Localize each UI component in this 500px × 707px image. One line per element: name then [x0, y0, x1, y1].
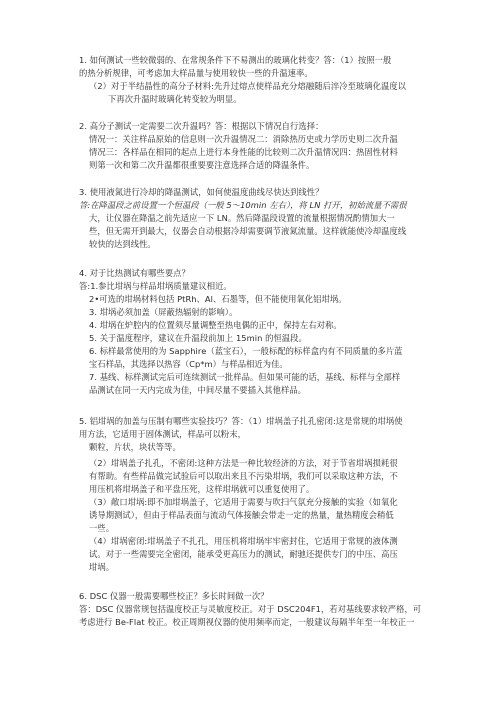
q4-line: 4. 坩埚在炉腔内的位置须尽量调整至热电偶的正中，保持左右对称。 — [89, 320, 342, 330]
q2-line: 则第一次和第二次升温都很重要要注意选择合适的降温条件。 — [89, 160, 315, 170]
q3-heading: 3. 使用液氮进行冷却的降温测试，如何使温度曲线尽快达到线性？ — [79, 187, 324, 197]
q5-line: （4）坩埚密闭:坩埚盖子不扎孔，用压机将坩埚牢牢密封住，它适用于常规的液体测 — [89, 536, 398, 546]
q5-line: 有帮助。有些样品做完试验后可以取出来且不污染坩埚，我们可以采取这种方法，不 — [89, 471, 398, 481]
q4-heading: 4. 对于比热测试有哪些要点？ — [79, 268, 190, 278]
q5-line: 一些。 — [89, 523, 115, 533]
q5-line: （2）坩埚盖子扎孔，不密闭:这种方法是一种比较经济的方法，对于节省坩埚损耗很 — [89, 458, 398, 468]
q4-line: 3. 坩埚必须加盖（屏蔽热辐射的影响）。 — [89, 307, 238, 317]
q3-line: 较快的达到线性。 — [89, 239, 156, 249]
q4-line: 5. 关于温度程序，建议在升温段前加上 15min 的恒温段。 — [89, 333, 307, 343]
q1-line: （2）对于半结晶性的高分子材料:先升过熔点使样品充分熔融随后淬冷至玻璃化温度以 — [89, 81, 407, 91]
q2-heading: 2. 高分子测试一定需要二次升温吗？答：根据以下情况自行选择： — [79, 121, 324, 131]
q5-heading: 5. 铝坩埚的加盖与压制有哪些实验技巧？答：（1）坩埚盖子扎孔密闭:这是常规的坩埚使 — [79, 416, 403, 426]
q1-line: 下再次升温时玻璃化转变较为明显。 — [108, 94, 242, 104]
q4-line: 品测试在同一天内完成为佳，中间尽量不要插入其他样品。 — [89, 385, 307, 395]
q5-line: 试。对于一些需要完全密闭，能承受更高压力的测试，耐驰还提供专门的中压、高压 — [89, 549, 398, 559]
q4-line: 答:1.参比坩埚与样品坩埚质量建议相近。 — [79, 281, 232, 291]
q2-line: 情况三：各样品在相同的起点上进行本身性能的比较则二次升温情况四：热固性材料 — [89, 147, 398, 157]
q4-line: 宝石样品，其选择以热容（Cp*m）与样品相近为佳。 — [89, 359, 288, 369]
q5-line: 诱导期测试），但由于样品表面与流动气体接触会带走一定的热量，量热精度会稍低 — [89, 510, 394, 520]
q6-heading: 6. DSC 仪器一般需要哪些校正？多长时间做一次？ — [79, 591, 269, 601]
q3-line: 大，让仪器在降温之前先适应一下 LN。然后降温段设置的流量根据情况酌情加大一 — [89, 213, 395, 223]
q1-heading: 1. 如何测试一些较微弱的、在常规条件下不易测出的玻璃化转变？答：（1）按照一般 — [79, 55, 392, 65]
q5-line: 颗粒，片状，块状等等。 — [89, 442, 181, 452]
q2-line: 情况一：关注样品原始的信息则一次升温情况二：消除热历史或力学历史则二次升温 — [89, 134, 398, 144]
q4-line: 2•可选的坩埚材料包括 PtRh、Al、石墨等，但不能使用氧化铝坩埚。 — [89, 294, 347, 304]
q5-line: 坩埚。 — [89, 562, 115, 572]
q3-line: 些，但无需开到最大，仪器会自动根据冷却需要调节液氮流量。这样就能使冷却温度线 — [89, 226, 407, 236]
q3-line: 答:在降温段之前设置一个恒温段（一般 5～10min 左右），将 LN 打开，初始流量不需很 — [79, 200, 407, 210]
q5-line: 用压机将坩埚盖子和平盘压死，这样坩埚就可以重复使用了。 — [89, 484, 315, 494]
q6-line: 考虑进行 Be-Flat 校正。校正周期视仪器的使用频率而定，一般建议每隔半年至一年校正一 — [79, 617, 415, 627]
q6-line: 答：DSC 仪器常规包括温度校正与灵敏度校正。对于 DSC204F1，若对基线要求较严格，可 — [79, 604, 422, 614]
q5-line: 用方法，它适用于固体测试，样品可以粉末， — [79, 429, 246, 439]
q4-line: 7. 基线、标样测试完后可连续测试一批样品。但如果可能的话，基线、标样与全部样 — [89, 372, 401, 382]
q1-line: 的热分析规律，可考虑加大样品量与使用较快一些的升温速率。 — [79, 68, 313, 78]
q5-line: （3）敞口坩埚:即不加坩埚盖子，它适用于需要与吹扫气氛充分接触的实验（如氧化 — [89, 497, 398, 507]
q4-line: 6. 标样最常使用的为 Sapphire（蓝宝石），一般标配的标样盒内有不同质量的多片蓝 — [89, 346, 403, 356]
